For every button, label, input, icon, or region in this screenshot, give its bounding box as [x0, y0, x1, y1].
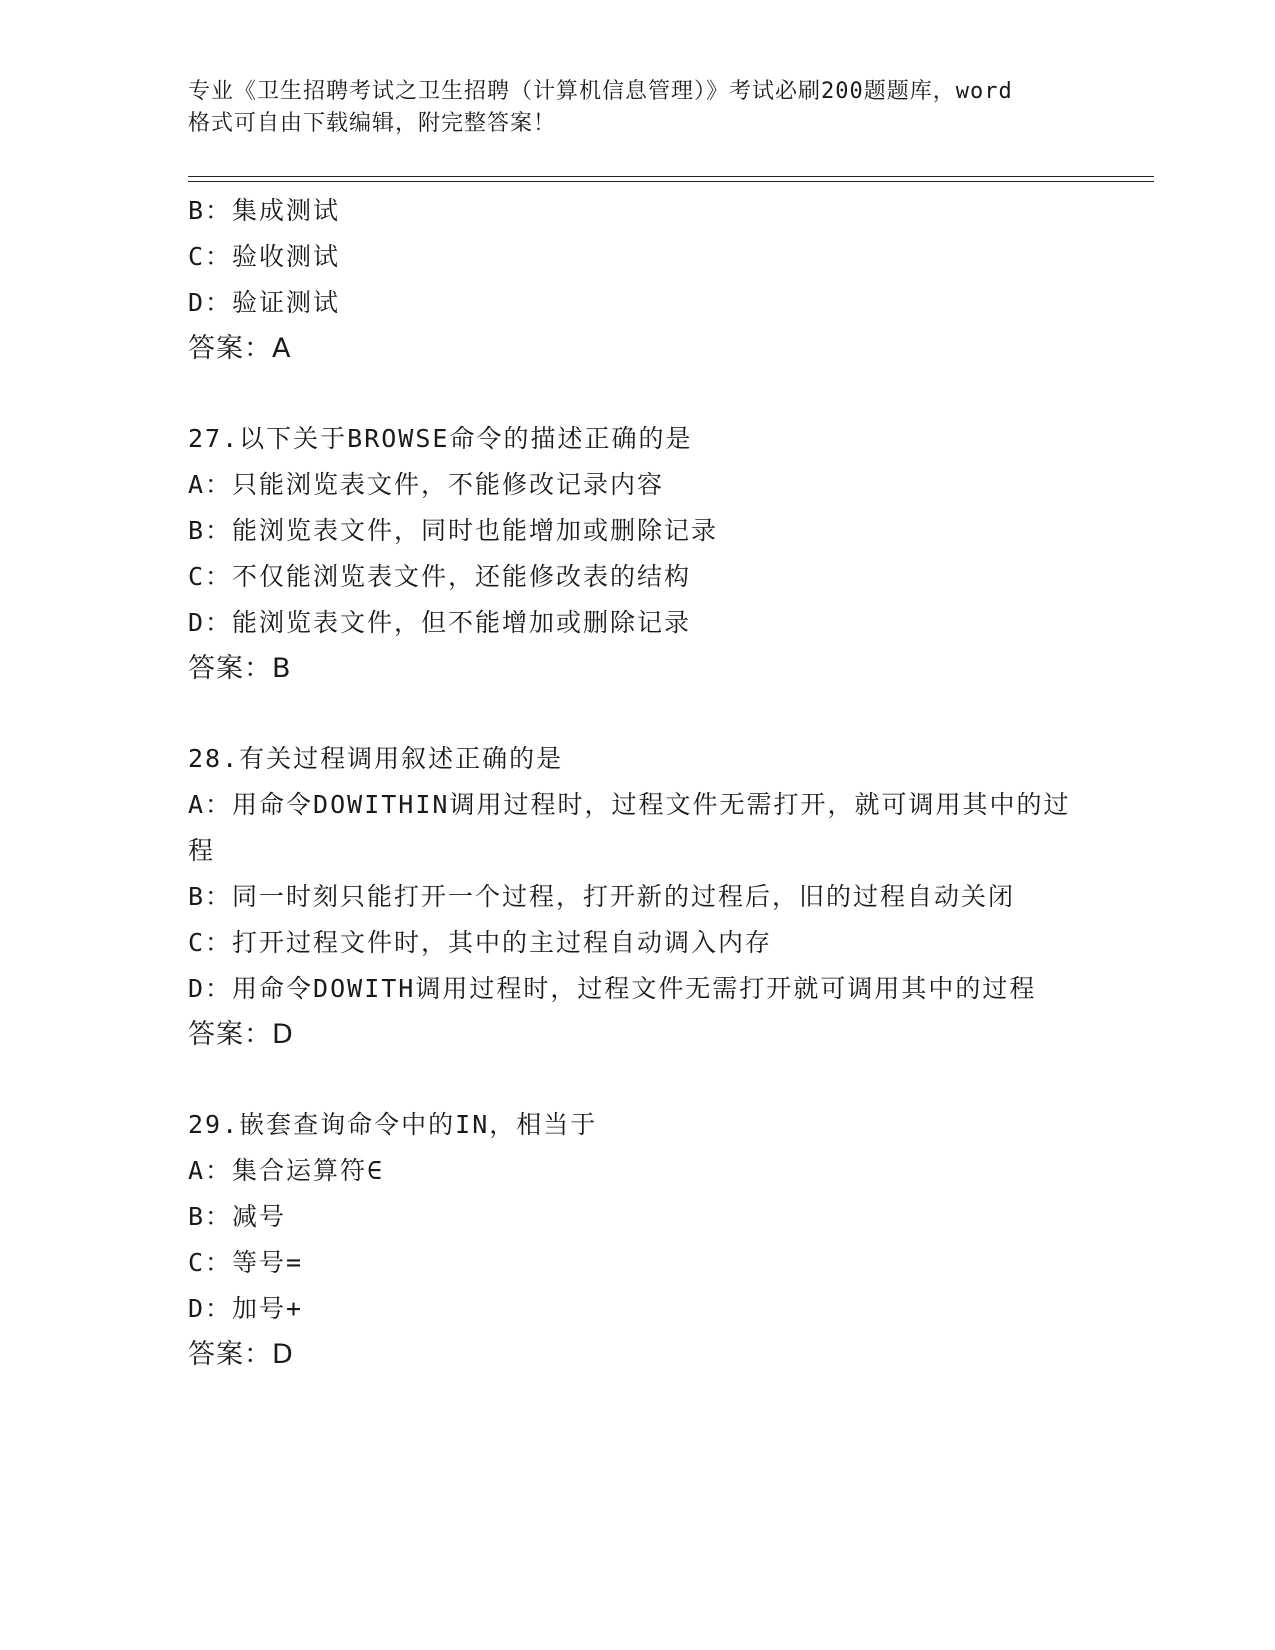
document-header — [188, 76, 1088, 140]
option-c: C：打开过程文件时，其中的主过程自动调入内存 — [188, 928, 773, 957]
answer-label: 答案：B — [188, 653, 292, 684]
option-a: A：集合运算符∈ — [188, 1156, 385, 1185]
option-b: B：减号 — [188, 1202, 287, 1231]
spacer — [188, 692, 1088, 736]
answer-label: 答案：D — [188, 1019, 294, 1050]
option-b: B：能浏览表文件，同时也能增加或删除记录 — [188, 516, 719, 545]
option-d: D：加号+ — [188, 1294, 304, 1323]
answer-label: 答案：D — [188, 1339, 294, 1370]
option-c: C：不仅能浏览表文件，还能修改表的结构 — [188, 562, 692, 591]
question-text: 29.嵌套查询命令中的IN，相当于 — [188, 1110, 598, 1139]
option-b: B：同一时刻只能打开一个过程，打开新的过程后，旧的过程自动关闭 — [188, 882, 1016, 911]
question-block-28 — [188, 736, 1088, 1058]
question-block-29 — [188, 1102, 1088, 1378]
option-d: D：能浏览表文件，但不能增加或删除记录 — [188, 608, 692, 637]
spacer — [188, 372, 1088, 416]
spacer — [188, 1058, 1088, 1102]
question-block-26 — [188, 188, 1088, 372]
option-d: D：验证测试 — [188, 288, 341, 317]
option-c: C：验收测试 — [188, 242, 341, 271]
option-a: A：用命令DOWITHIN调用过程时，过程文件无需打开，就可调用其中的过程 — [188, 790, 1071, 865]
answer-label: 答案：A — [188, 333, 292, 364]
question-list — [188, 188, 1088, 1378]
option-a: A：只能浏览表文件，不能修改记录内容 — [188, 470, 665, 499]
header-rule-top — [188, 176, 1154, 177]
option-b: B：集成测试 — [188, 196, 341, 225]
header-rule-bottom — [188, 181, 1154, 182]
question-block-27 — [188, 416, 1088, 692]
header-title-line-1: 专业《卫生招聘考试之卫生招聘（计算机信息管理）》考试必刷200题题库，word — [188, 79, 1013, 104]
header-title-line-2: 格式可自由下载编辑，附完整答案！ — [188, 111, 557, 136]
question-text: 27.以下关于BROWSE命令的描述正确的是 — [188, 424, 693, 453]
question-text: 28.有关过程调用叙述正确的是 — [188, 744, 564, 773]
option-d: D：用命令DOWITH调用过程时，过程文件无需打开就可调用其中的过程 — [188, 974, 1037, 1003]
option-c: C：等号= — [188, 1248, 304, 1277]
